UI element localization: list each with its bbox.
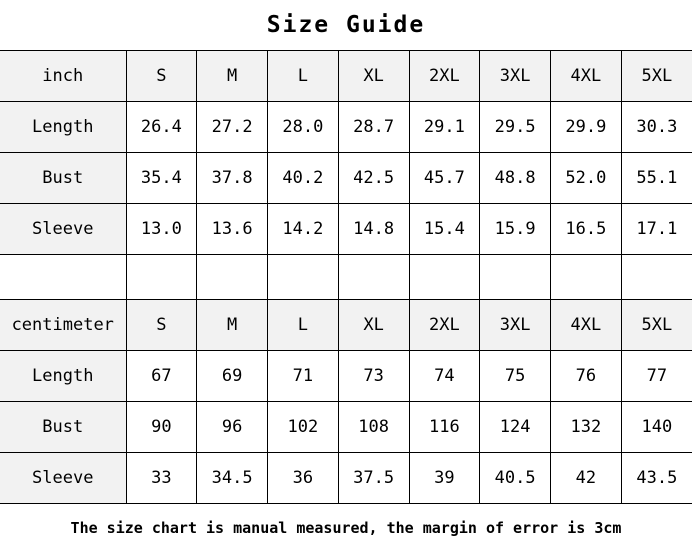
row-label-sleeve-cm: Sleeve — [0, 453, 126, 504]
cell-length-inch-4xl: 29.9 — [551, 102, 622, 153]
cell-sleeve-inch-3xl: 15.9 — [480, 204, 551, 255]
cell-length-inch-5xl: 30.3 — [621, 102, 692, 153]
column-header-3xl: 3XL — [480, 51, 551, 102]
cell-bust-inch-4xl: 52.0 — [551, 153, 622, 204]
size-table-centimeter — [0, 300, 692, 504]
cell-bust-cm-2xl: 116 — [409, 402, 480, 453]
cell-sleeve-inch-l: 14.2 — [268, 204, 339, 255]
row-label-bust-inch: Bust — [0, 153, 126, 204]
cell-sleeve-cm-s: 33 — [126, 453, 197, 504]
cell-length-inch-l: 28.0 — [268, 102, 339, 153]
table-row — [0, 102, 692, 153]
cell-bust-inch-5xl: 55.1 — [621, 153, 692, 204]
cell-bust-inch-xl: 42.5 — [338, 153, 409, 204]
table-header-row-centimeter — [0, 300, 692, 351]
spacer-cell — [480, 255, 551, 300]
cell-length-inch-m: 27.2 — [197, 102, 268, 153]
column-header-2xl: 2XL — [409, 51, 480, 102]
cell-sleeve-inch-5xl: 17.1 — [621, 204, 692, 255]
footer-note-text: The size chart is manual measured, the margin of error is 3cm — [70, 518, 622, 537]
cell-bust-inch-s: 35.4 — [126, 153, 197, 204]
column-header-s: S — [126, 300, 197, 351]
column-header-xl: XL — [338, 300, 409, 351]
row-label-length-inch: Length — [0, 102, 126, 153]
column-header-4xl: 4XL — [551, 300, 622, 351]
cell-length-cm-xl: 73 — [338, 351, 409, 402]
spacer-cell — [338, 255, 409, 300]
cell-bust-cm-s: 90 — [126, 402, 197, 453]
column-header-4xl: 4XL — [551, 51, 622, 102]
cell-sleeve-inch-4xl: 16.5 — [551, 204, 622, 255]
unit-label-inch: inch — [0, 51, 126, 102]
table-row — [0, 204, 692, 255]
column-header-3xl: 3XL — [480, 300, 551, 351]
cell-bust-cm-5xl: 140 — [621, 402, 692, 453]
cell-bust-inch-l: 40.2 — [268, 153, 339, 204]
cell-sleeve-cm-l: 36 — [268, 453, 339, 504]
cell-bust-inch-2xl: 45.7 — [409, 153, 480, 204]
spacer-cell — [268, 255, 339, 300]
cell-length-cm-4xl: 76 — [551, 351, 622, 402]
column-header-s: S — [126, 51, 197, 102]
spacer-cell — [621, 255, 692, 300]
size-table-inch — [0, 51, 692, 300]
cell-length-inch-xl: 28.7 — [338, 102, 409, 153]
unit-label-centimeter: centimeter — [0, 300, 126, 351]
table-row — [0, 453, 692, 504]
spacer-cell — [0, 255, 126, 300]
cell-bust-cm-4xl: 132 — [551, 402, 622, 453]
cell-sleeve-inch-s: 13.0 — [126, 204, 197, 255]
column-header-5xl: 5XL — [621, 300, 692, 351]
column-header-5xl: 5XL — [621, 51, 692, 102]
cell-length-cm-3xl: 75 — [480, 351, 551, 402]
cell-bust-cm-3xl: 124 — [480, 402, 551, 453]
column-header-m: M — [197, 300, 268, 351]
cell-sleeve-inch-xl: 14.8 — [338, 204, 409, 255]
column-header-xl: XL — [338, 51, 409, 102]
page-title-text: Size Guide — [266, 12, 426, 38]
cell-length-cm-l: 71 — [268, 351, 339, 402]
page-title — [0, 0, 692, 51]
cell-sleeve-cm-2xl: 39 — [409, 453, 480, 504]
row-label-length-cm: Length — [0, 351, 126, 402]
table-row — [0, 402, 692, 453]
row-label-sleeve-inch: Sleeve — [0, 204, 126, 255]
spacer-cell — [197, 255, 268, 300]
cell-sleeve-cm-4xl: 42 — [551, 453, 622, 504]
cell-length-cm-5xl: 77 — [621, 351, 692, 402]
cell-bust-cm-m: 96 — [197, 402, 268, 453]
cell-length-inch-3xl: 29.5 — [480, 102, 551, 153]
column-header-l: L — [268, 51, 339, 102]
cell-bust-inch-3xl: 48.8 — [480, 153, 551, 204]
cell-sleeve-inch-m: 13.6 — [197, 204, 268, 255]
cell-length-inch-2xl: 29.1 — [409, 102, 480, 153]
cell-bust-cm-xl: 108 — [338, 402, 409, 453]
cell-sleeve-cm-m: 34.5 — [197, 453, 268, 504]
footer-note — [0, 504, 692, 551]
cell-length-cm-2xl: 74 — [409, 351, 480, 402]
table-row — [0, 153, 692, 204]
cell-sleeve-cm-5xl: 43.5 — [621, 453, 692, 504]
cell-length-inch-s: 26.4 — [126, 102, 197, 153]
cell-length-cm-s: 67 — [126, 351, 197, 402]
cell-sleeve-cm-3xl: 40.5 — [480, 453, 551, 504]
column-header-l: L — [268, 300, 339, 351]
table-row — [0, 351, 692, 402]
table-spacer-row — [0, 255, 692, 300]
cell-sleeve-inch-2xl: 15.4 — [409, 204, 480, 255]
spacer-cell — [409, 255, 480, 300]
spacer-cell — [551, 255, 622, 300]
spacer-cell — [126, 255, 197, 300]
table-header-row-inch — [0, 51, 692, 102]
cell-bust-inch-m: 37.8 — [197, 153, 268, 204]
cell-sleeve-cm-xl: 37.5 — [338, 453, 409, 504]
row-label-bust-cm: Bust — [0, 402, 126, 453]
column-header-m: M — [197, 51, 268, 102]
column-header-2xl: 2XL — [409, 300, 480, 351]
cell-bust-cm-l: 102 — [268, 402, 339, 453]
cell-length-cm-m: 69 — [197, 351, 268, 402]
